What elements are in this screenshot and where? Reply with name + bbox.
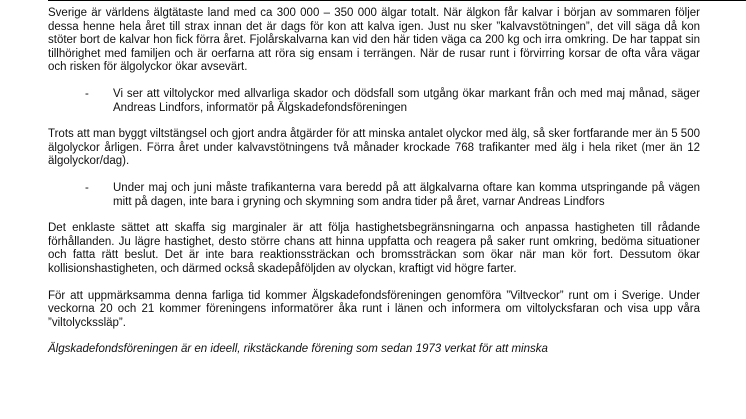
bullet-marker: -: [85, 87, 89, 100]
footer-boilerplate-paragraph: Älgskadefondsföreningen är en ideell, rikstäckande förening som sedan 1973 verkat för att minska: [48, 343, 548, 356]
top-divider: [48, 0, 746, 1]
body-paragraph: För att uppmärksamma denna farliga tid kommer Älgskadefondsföreningen genomföra ”Viltveckor” runt om i Sverige. Under veckorna 20 och 21 kommer föreningens informatörer åka runt i länen och informera om viltolycksfaran och visa upp våra ”viltolyckssläp”.: [48, 289, 700, 329]
bullet-item: [48, 88, 700, 115]
body-paragraph: Det enklaste sättet att skaffa sig marginaler är att följa hastighetsbegränsningarna och anpassa hastigheten till rådande förhållanden. Ju lägre hastighet, desto större chans att hinna uppfatta och reagera på saker runt omkring, bedöma situationer och fatta rätt beslut. Det är inte bara reaktionssträckan och bromssträckan som ökar när man kör fort. Dessutom ökar kollisionshastigheten, och därmed också skadepåföljden av olyckan, kraftigt vid högre farter.: [48, 222, 700, 275]
bullet-text: Under maj och juni måste trafikanterna vara beredd på att älgkalvarna oftare kan komma utspringande på vägen mitt på dagen, inte bara i gryning och skymning som andra tider på året, varnar Andreas Lindfors: [113, 181, 700, 208]
document-body: [48, 7, 700, 357]
bullet-marker: -: [85, 181, 89, 194]
body-paragraph: Trots att man byggt viltstängsel och gjort andra åtgärder för att minska antalet olyckor med älg, så sker fortfarande mer än 5 500 älgolyckor årligen. Förra året under kalvavstötningens två månader krockade 768 trafikanter med älg i hela riket (mer än 12 älgolyckor/dag).: [48, 128, 700, 168]
bullet-item: [48, 182, 700, 209]
body-paragraph: Sverige är världens älgtätaste land med ca 300 000 – 350 000 älgar totalt. När älgkon får kalvar i början av sommaren följer dessa henne hela året till strax innan det är dags för kon att kalva igen. Just nu sker ”kalvavstötningen”, det vill säga då kon stöter bort de kalvar hon fick förra året. Fjolårskalvarna kan vid den här tiden väga ca 200 kg och irra omkring. De har tappat sin tillhörighet med familjen och är oerfarna att röra sig ensam i terrängen. När de rusar runt i förvirring korsar de ofta våra vägar och risken för älgolyckor ökar avsevärt.: [48, 7, 700, 74]
bullet-text: Vi ser att viltolyckor med allvarliga skador och dödsfall som utgång ökar markant från och med maj månad, säger Andreas Lindfors, informatör på Älgskadefondsföreningen: [113, 87, 700, 114]
